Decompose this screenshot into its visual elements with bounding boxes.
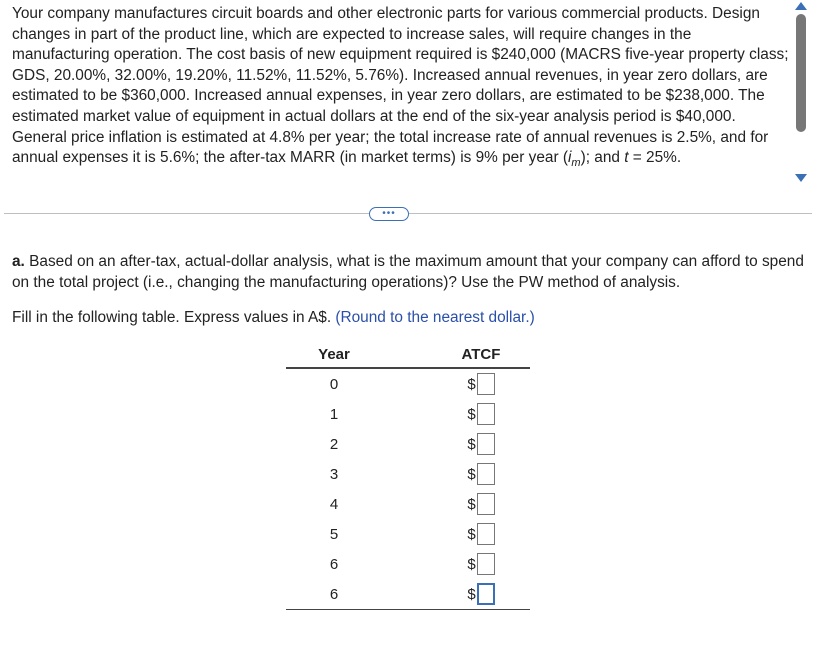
- year-cell: 6: [329, 555, 339, 573]
- table-header-row: [286, 342, 530, 368]
- currency-symbol: $: [467, 555, 476, 573]
- atcf-input[interactable]: [477, 403, 495, 425]
- problem-text-end: = 25%.: [628, 149, 682, 167]
- question-text: Based on an after-tax, actual-dollar analysis, what is the maximum amount that your company can afford to spend on the total project (i.e., changing the manufacturing operations)? Use the PW method of analysis.: [12, 253, 804, 291]
- atcf-table: [286, 342, 530, 610]
- atcf-input[interactable]: [477, 493, 495, 515]
- currency-symbol: $: [467, 375, 476, 393]
- table-row: [286, 459, 530, 489]
- atcf-input[interactable]: [477, 523, 495, 545]
- year-cell: 2: [329, 435, 339, 453]
- question-label: a.: [12, 253, 25, 270]
- year-cell: 4: [329, 495, 339, 513]
- problem-text: Your company manufactures circuit boards and other electronic parts for various commercial products. Design changes in part of the product line, which are expected to increase sales, will require changes in the manufacturing operation. The cost basis of new equipment required is $240,000 (MACRS five-year property class; GDS, 20.00%, 32.00%, 19.20%, 11.52%, 11.52%, 5.76%). Increased annual revenues, in year zero dollars, are estimated to be $360,000. Increased annual expenses, in year zero dollars, are estimated to be $238,000. The estimated market value of equipment in actual dollars at the end of the six-year analysis period is $40,000. General price inflation is estimated at 4.8% per year; the total increase rate of annual revenues is 2.5%, and for annual expenses it is 5.6%; the after-tax MARR (in market terms) is 9% per year (: [12, 5, 789, 167]
- i-symbol: i: [567, 149, 572, 167]
- instruction: [12, 308, 802, 329]
- atcf-input[interactable]: [477, 463, 495, 485]
- expand-button[interactable]: •••: [369, 207, 409, 221]
- table-row: [286, 429, 530, 459]
- currency-symbol: $: [467, 435, 476, 453]
- atcf-input[interactable]: [477, 373, 495, 395]
- currency-symbol: $: [467, 585, 476, 603]
- atcf-input-active[interactable]: [477, 583, 495, 605]
- year-cell: 3: [329, 465, 339, 483]
- table-row: [286, 579, 530, 610]
- header-atcf: ATCF: [432, 342, 530, 368]
- rounding-hint: (Round to the nearest dollar.): [335, 309, 535, 326]
- t-symbol: t: [624, 149, 629, 167]
- table-row: [286, 399, 530, 429]
- year-cell: 5: [329, 525, 339, 543]
- instruction-text: Fill in the following table. Express values in A$.: [12, 309, 336, 326]
- scroll-up-arrow-icon[interactable]: [795, 2, 807, 10]
- year-cell: 1: [329, 405, 339, 423]
- table-row: [286, 549, 530, 579]
- currency-symbol: $: [467, 495, 476, 513]
- table-row: [286, 519, 530, 549]
- year-cell: 6: [286, 579, 382, 610]
- question-a: [12, 252, 812, 293]
- atcf-input[interactable]: [477, 433, 495, 455]
- table-row: [286, 489, 530, 519]
- year-cell: 0: [329, 375, 339, 393]
- currency-symbol: $: [467, 525, 476, 543]
- problem-statement: [12, 4, 790, 174]
- scrollbar-thumb[interactable]: [796, 14, 806, 132]
- table-row: [286, 368, 530, 399]
- header-year: Year: [286, 342, 382, 368]
- scroll-down-arrow-icon[interactable]: [795, 174, 807, 182]
- atcf-input[interactable]: [477, 553, 495, 575]
- i-subscript: m: [571, 157, 581, 170]
- currency-symbol: $: [467, 405, 476, 423]
- currency-symbol: $: [467, 465, 476, 483]
- problem-text-middle: ); and: [580, 149, 625, 167]
